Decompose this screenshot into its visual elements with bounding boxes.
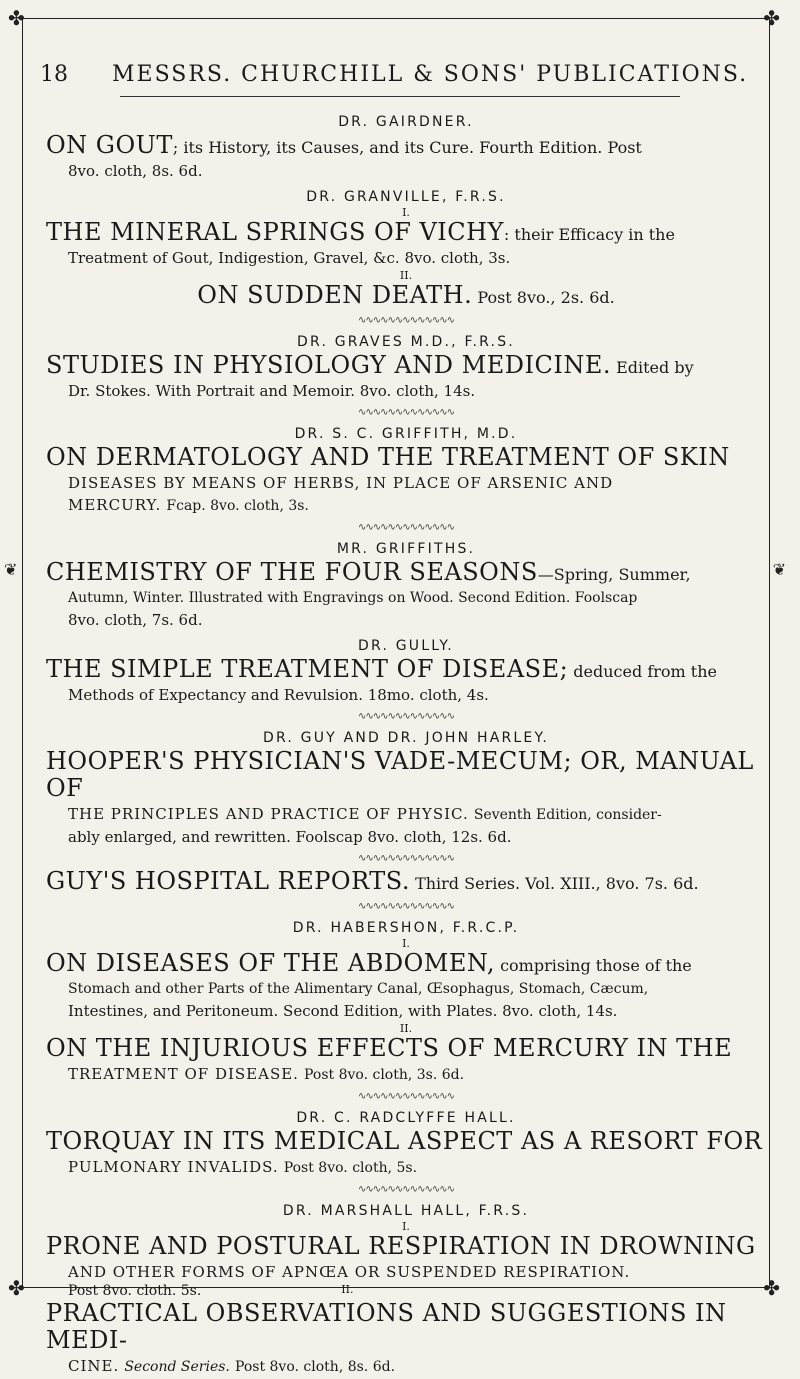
book-subtitle: PULMONARY INVALIDS. — [68, 1158, 279, 1176]
book-title: ON DISEASES OF THE ABDOMEN, — [46, 949, 495, 977]
catalogue-entry — [46, 114, 766, 181]
book-details: Intestines, and Peritoneum. Second Edition, with Plates. 8vo. cloth, 14s. — [68, 1002, 618, 1020]
book-title: ON GOUT — [46, 131, 173, 159]
book-title: THE SIMPLE TREATMENT OF DISEASE; — [46, 655, 569, 683]
book-details: Methods of Expectancy and Revulsion. 18mo. cloth, 4s. — [68, 686, 489, 704]
side-ornament-icon: ❦ — [4, 560, 18, 579]
book-title: ON SUDDEN DEATH. — [197, 281, 473, 309]
page-header — [40, 62, 760, 87]
wavy-divider: ∿∿∿∿∿∿∿∿∿∿∿∿∿ — [358, 711, 454, 722]
roman-numeral: I. — [402, 206, 410, 219]
author-name: DR. HABERSHON, F.R.C.P. — [292, 920, 520, 936]
book-details: Post 8vo. cloth, 8s. 6d. — [234, 1359, 396, 1375]
roman-numeral: I. — [402, 1220, 410, 1233]
book-title: HOOPER'S PHYSICIAN'S VADE-MECUM; OR, MANUAL OF — [46, 747, 754, 802]
book-title: STUDIES IN PHYSIOLOGY AND MEDICINE. — [46, 351, 611, 379]
side-ornament-icon: ❦ — [772, 560, 786, 579]
book-subtitle: CINE. — [68, 1357, 120, 1375]
catalogue-entry — [46, 1110, 766, 1178]
wavy-divider: ∿∿∿∿∿∿∿∿∿∿∿∿∿ — [358, 1184, 454, 1195]
book-title: GUY'S HOSPITAL REPORTS. — [46, 867, 410, 895]
book-details: Third Series. Vol. XIII., 8vo. 7s. 6d. — [415, 874, 699, 893]
book-details: Post 8vo. cloth. 5s. — [68, 1283, 202, 1299]
catalogue-entry — [46, 541, 766, 630]
header-rule — [120, 96, 680, 97]
wavy-divider: ∿∿∿∿∿∿∿∿∿∿∿∿∿ — [358, 315, 454, 326]
border-top — [20, 18, 770, 19]
book-details: Seventh Edition, consider- — [473, 807, 662, 823]
catalogue-entry — [46, 1203, 766, 1377]
book-subtitle: MERCURY. — [68, 496, 162, 514]
book-details: Post 8vo. cloth, 3s. 6d. — [304, 1067, 465, 1083]
author-name: DR. GUY AND DR. JOHN HARLEY. — [262, 730, 550, 746]
wavy-divider: ∿∿∿∿∿∿∿∿∿∿∿∿∿ — [358, 407, 454, 418]
book-description: : their Efficacy in the — [503, 225, 675, 244]
catalogue-entry — [46, 334, 766, 401]
wavy-divider: ∿∿∿∿∿∿∿∿∿∿∿∿∿ — [358, 522, 454, 533]
series-label: Second Series. — [124, 1359, 230, 1375]
book-subtitle: DISEASES BY MEANS OF HERBS, IN PLACE OF ARSENIC AND — [68, 474, 614, 492]
catalogue-entry — [46, 868, 766, 895]
catalogue-entry — [46, 426, 766, 516]
book-description: Edited by — [616, 358, 694, 377]
book-title: CHEMISTRY OF THE FOUR SEASONS — [46, 558, 538, 586]
corner-ornament-icon: ✤ — [763, 6, 780, 30]
book-subtitle: AND OTHER FORMS OF APNŒA OR SUSPENDED RESPIRATION. — [68, 1263, 631, 1281]
book-title: TORQUAY IN ITS MEDICAL ASPECT AS A RESORT FOR — [46, 1127, 763, 1155]
book-details: 8vo. cloth, 7s. 6d. — [68, 611, 203, 629]
book-details: Dr. Stokes. With Portrait and Memoir. 8vo. cloth, 14s. — [68, 382, 476, 400]
catalogue-entry — [46, 189, 766, 309]
roman-numeral: II. — [399, 1022, 413, 1035]
corner-ornament-icon: ✤ — [8, 6, 25, 30]
author-name: DR. GAIRDNER. — [338, 114, 474, 130]
corner-ornament-icon: ✤ — [763, 1276, 780, 1300]
book-details: Post 8vo. cloth, 5s. — [283, 1160, 418, 1176]
border-right — [769, 18, 770, 1287]
page-number: 18 — [40, 62, 68, 87]
book-subtitle: TREATMENT OF DISEASE. — [68, 1065, 299, 1083]
catalogue-entry — [46, 730, 766, 847]
book-description: —Spring, Summer, — [537, 565, 691, 584]
border-left — [22, 18, 23, 1287]
catalogue-list — [46, 106, 766, 1379]
author-name: MR. GRIFFITHS. — [336, 541, 476, 557]
roman-numeral: I. — [402, 937, 410, 950]
book-details: 8vo. cloth, 8s. 6d. — [68, 162, 203, 180]
roman-numeral: II. — [399, 269, 413, 282]
book-title: PRACTICAL OBSERVATIONS AND SUGGESTIONS IN MEDI- — [46, 1299, 727, 1354]
roman-numeral: II. — [341, 1283, 354, 1296]
book-details: Fcap. 8vo. cloth, 3s. — [166, 498, 309, 514]
book-description: comprising those of the — [500, 956, 692, 975]
catalogue-entry — [46, 638, 766, 705]
author-name: DR. C. RADCLYFFE HALL. — [296, 1110, 516, 1126]
author-name: DR. MARSHALL HALL, F.R.S. — [282, 1203, 530, 1219]
book-details: ably enlarged, and rewritten. Foolscap 8vo. cloth, 12s. 6d. — [68, 828, 512, 846]
book-details: Post 8vo., 2s. 6d. — [477, 288, 615, 307]
book-title: ON DERMATOLOGY AND THE TREATMENT OF SKIN — [46, 443, 730, 471]
book-details: Stomach and other Parts of the Alimentary Canal, Œsophagus, Stomach, Cæcum, — [68, 981, 649, 997]
book-title: ON THE INJURIOUS EFFECTS OF MERCURY IN THE — [46, 1034, 733, 1062]
running-title: MESSRS. CHURCHILL & SONS' PUBLICATIONS. — [112, 62, 749, 87]
book-title: THE MINERAL SPRINGS OF VICHY — [46, 218, 504, 246]
wavy-divider: ∿∿∿∿∿∿∿∿∿∿∿∿∿ — [358, 853, 454, 864]
author-name: DR. GULLY. — [358, 638, 454, 654]
book-subtitle: THE PRINCIPLES AND PRACTICE OF PHYSIC. — [68, 805, 469, 823]
book-description: ; its History, its Causes, and its Cure. Fourth Edition. Post — [172, 138, 642, 157]
corner-ornament-icon: ✤ — [8, 1276, 25, 1300]
book-description: deduced from the — [573, 662, 717, 681]
book-details: Autumn, Winter. Illustrated with Engravings on Wood. Second Edition. Foolscap — [68, 590, 638, 606]
wavy-divider: ∿∿∿∿∿∿∿∿∿∿∿∿∿ — [358, 901, 454, 912]
author-name: DR. GRAVES M.D., F.R.S. — [297, 334, 515, 350]
book-title: PRONE AND POSTURAL RESPIRATION IN DROWNING — [46, 1232, 756, 1260]
author-name: DR. GRANVILLE, F.R.S. — [306, 189, 506, 205]
wavy-divider: ∿∿∿∿∿∿∿∿∿∿∿∿∿ — [358, 1091, 454, 1102]
author-name: DR. S. C. GRIFFITH, M.D. — [294, 426, 518, 442]
book-details: Treatment of Gout, Indigestion, Gravel, &c. 8vo. cloth, 3s. — [68, 249, 511, 267]
catalogue-entry — [46, 920, 766, 1085]
